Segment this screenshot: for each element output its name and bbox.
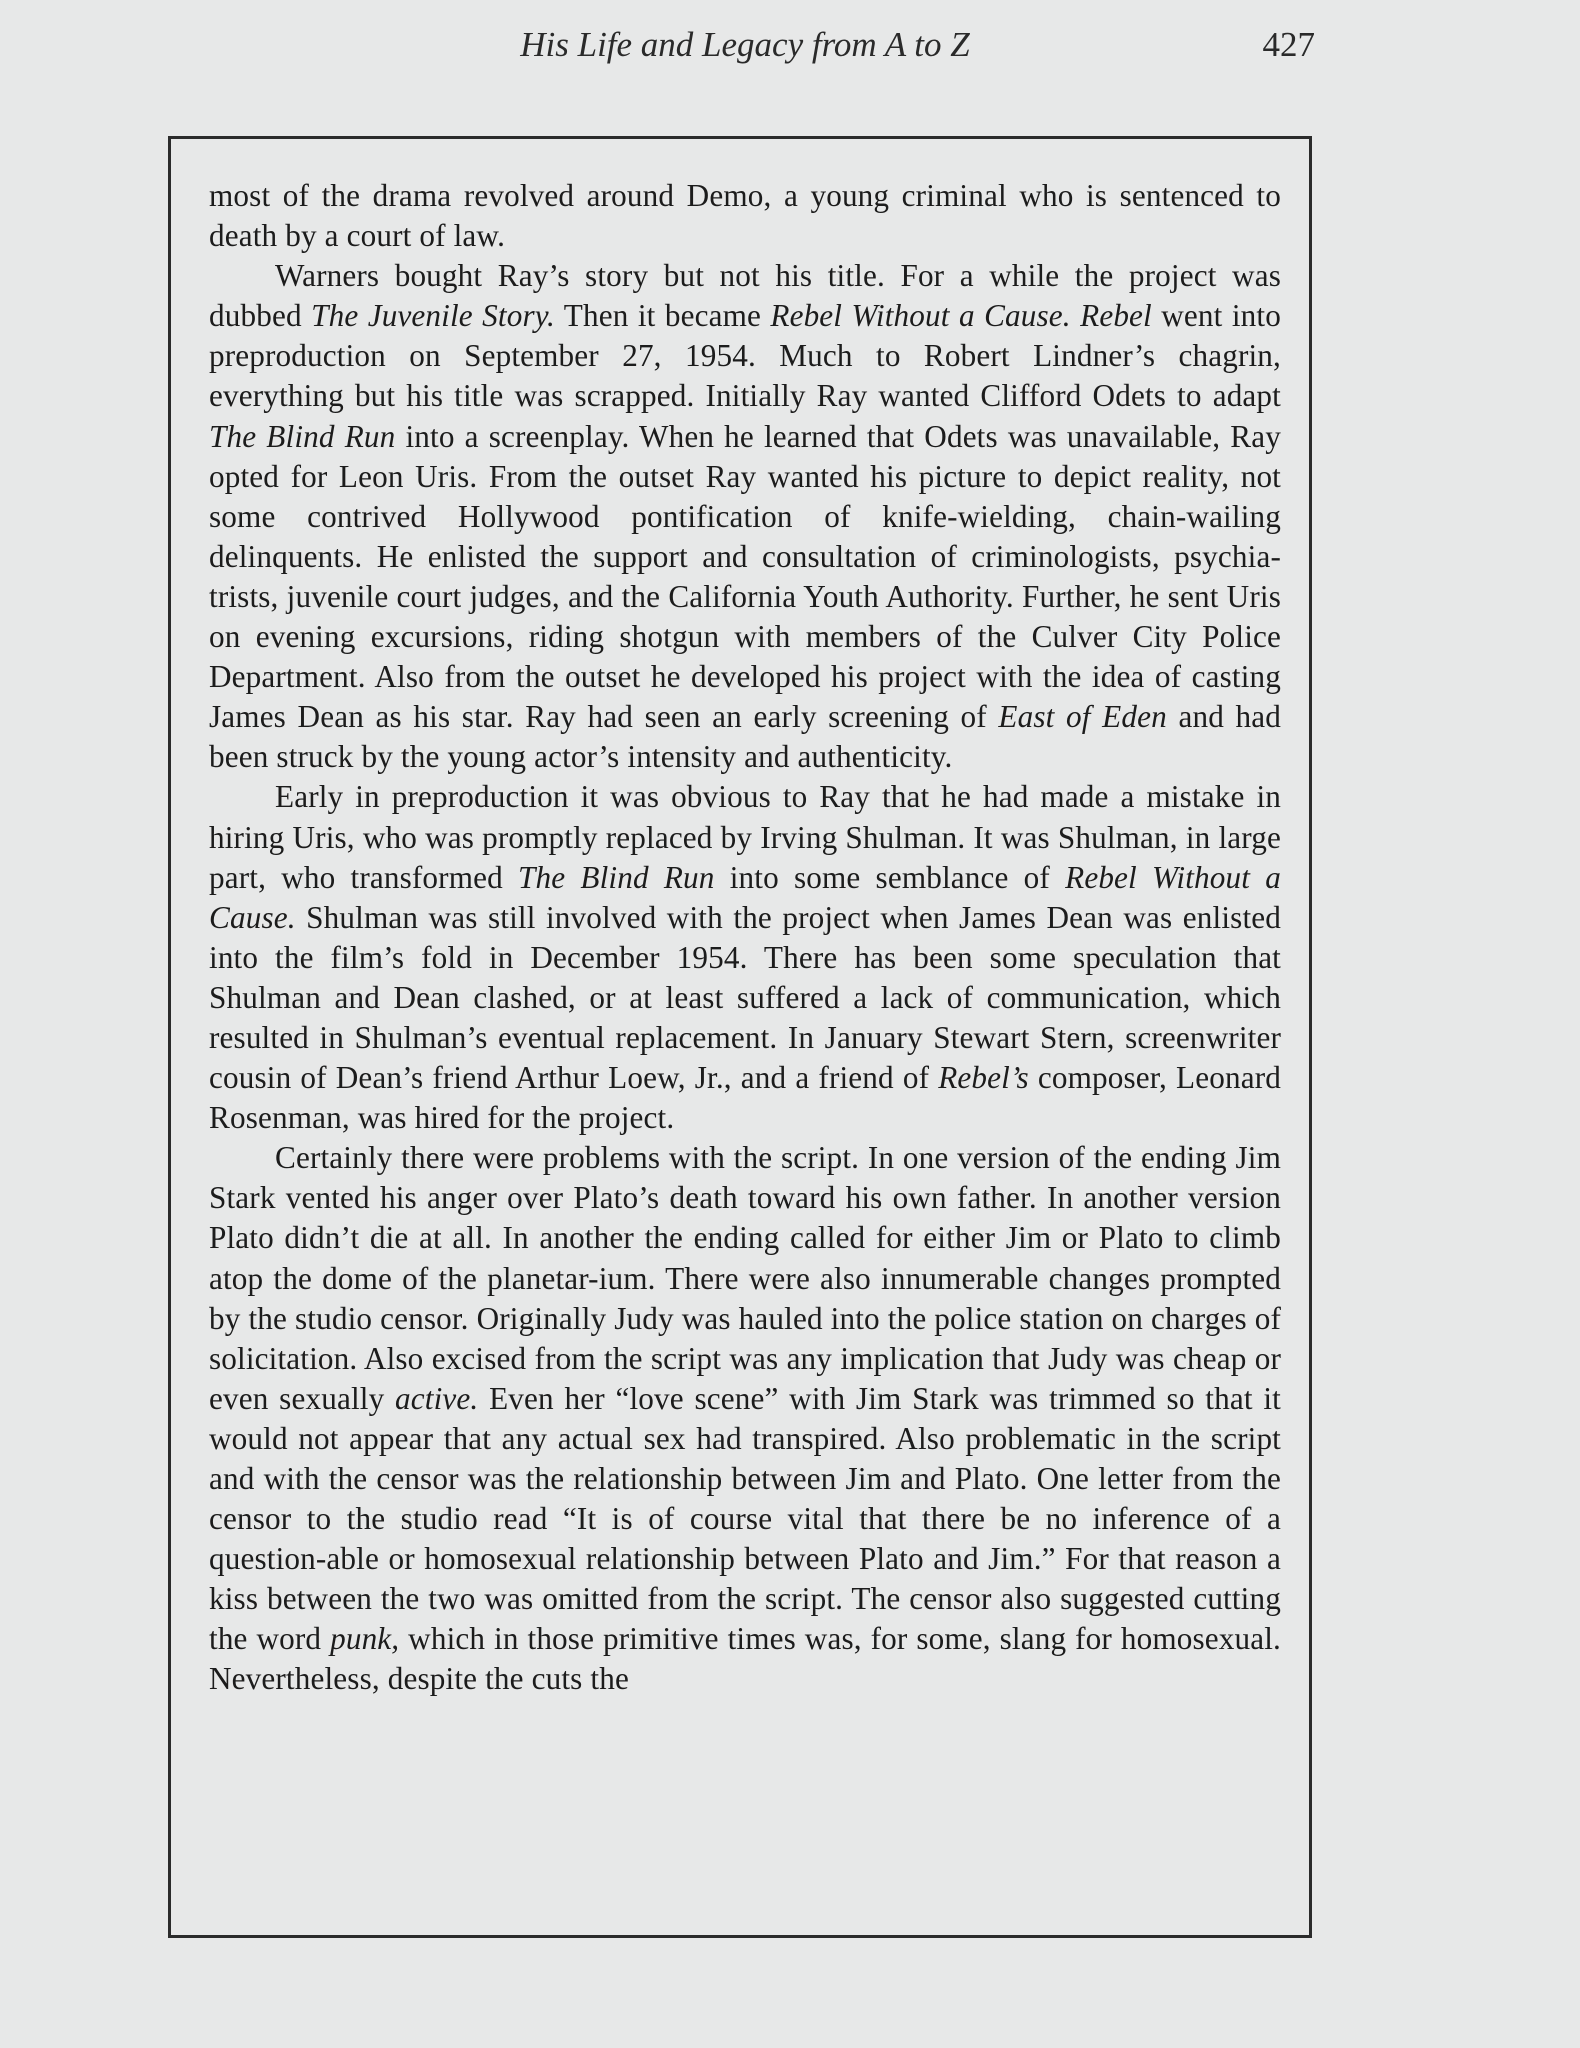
paragraph-text: Warners bought Ray’s story but not his title. For a while the project was dubbed xyxy=(209,258,1281,334)
paragraph-text: composer, Leonard Rosenman, was hired for the project. xyxy=(209,1060,1282,1136)
paragraph-text: into a screenplay. When he learned that Odets was unavailable, Ray opted for Leon Uris. From the outset Ray wanted his picture to depict reality, not some contrived Hollywood pontification of knife-wielding, chain-wailing delinquents. He enlisted the support and consultation of criminologists, psychia-trists, juvenile court judges, and the California Youth Authority. Further, he sent Uris on evening excursions, riding shotgun with members of the Culver City Police Department. Also from the outset he developed his project with the idea of casting James Dean as his star. Ray had seen an early screening of xyxy=(209,418,1281,735)
paragraph-text: into some semblance of xyxy=(714,859,1066,895)
article-paragraph xyxy=(209,176,1281,256)
italic-title-text: punk, xyxy=(330,1621,400,1657)
paragraph-text: and had been struck by the young actor’s intensity and authenticity. xyxy=(209,699,1281,775)
italic-title-text: active. xyxy=(395,1380,479,1416)
article-paragraph xyxy=(209,777,1281,1138)
paragraph-text: Early in preproduction it was obvious to Ray that he had made a mistake in hiring Uris, who was promptly replaced by Irving Shulman. It was Shulman, in large part, who transformed xyxy=(209,779,1281,895)
italic-title-text: The Blind Run xyxy=(209,418,396,454)
paragraph-text: which in those primitive times was, for some, slang for homosexual. Nevertheless, despite the cuts the xyxy=(209,1621,1282,1697)
paragraph-text: Then it became xyxy=(554,298,771,334)
paragraph-text: Certainly there were problems with the script. In one version of the ending Jim Stark vented his anger over Plato’s death toward his own father. In another version Plato didn’t die at all. In another the ending called for either Jim or Plato to climb atop the dome of the planetar-ium. There were also innumerable changes prompted by the studio censor. Originally Judy was hauled into the police station on charges of solicitation. Also excised from the script was any implication that Judy was cheap or even sexually xyxy=(209,1140,1281,1416)
page-number: 427 xyxy=(1262,25,1315,64)
italic-title-text: East of Eden xyxy=(998,699,1167,735)
boxed-article-frame xyxy=(168,136,1312,1938)
italic-title-text: Rebel’s xyxy=(938,1060,1029,1096)
paragraph-text: most of the drama revolved around Demo, a young criminal who is sentenced to death by a court of law. xyxy=(209,178,1281,254)
italic-title-text: Rebel Without a Cause. Rebel xyxy=(770,298,1152,334)
article-body xyxy=(209,176,1281,1700)
paragraph-text: went into preproduction on September 27, 1954. Much to Robert Lindner’s chagrin, everything but his title was scrapped. Initially Ray wanted Clifford Odets to adapt xyxy=(209,298,1281,414)
running-header-title: His Life and Legacy from A to Z xyxy=(520,25,970,64)
italic-title-text: The Blind Run xyxy=(518,859,715,895)
running-header xyxy=(0,20,1580,70)
paragraph-text: Even her “love scene” with Jim Stark was trimmed so that it would not appear that any actual sex had transpired. Also problematic in the script and with the censor was the relationship between Jim and Plato. One letter from the censor to the studio read “It is of course vital that there be no inference of a question-able or homosexual relationship between Plato and Jim.” For that reason a kiss between the two was omitted from the script. The censor also suggested cutting the word xyxy=(209,1380,1281,1657)
italic-title-text: The Juvenile Story. xyxy=(311,298,555,334)
article-paragraph xyxy=(209,1138,1281,1699)
italic-title-text: Rebel Without a Cause. xyxy=(209,859,1282,935)
paragraph-text: Shulman was still involved with the project when James Dean was enlisted into the film’s fold in December 1954. There has been some speculation that Shulman and Dean clashed, or at least suffered a lack of communication, which resulted in Shulman’s eventual replacement. In January Stewart Stern, screenwriter cousin of Dean’s friend Arthur Loew, Jr., and a friend of xyxy=(209,899,1281,1096)
article-paragraph xyxy=(209,256,1281,777)
